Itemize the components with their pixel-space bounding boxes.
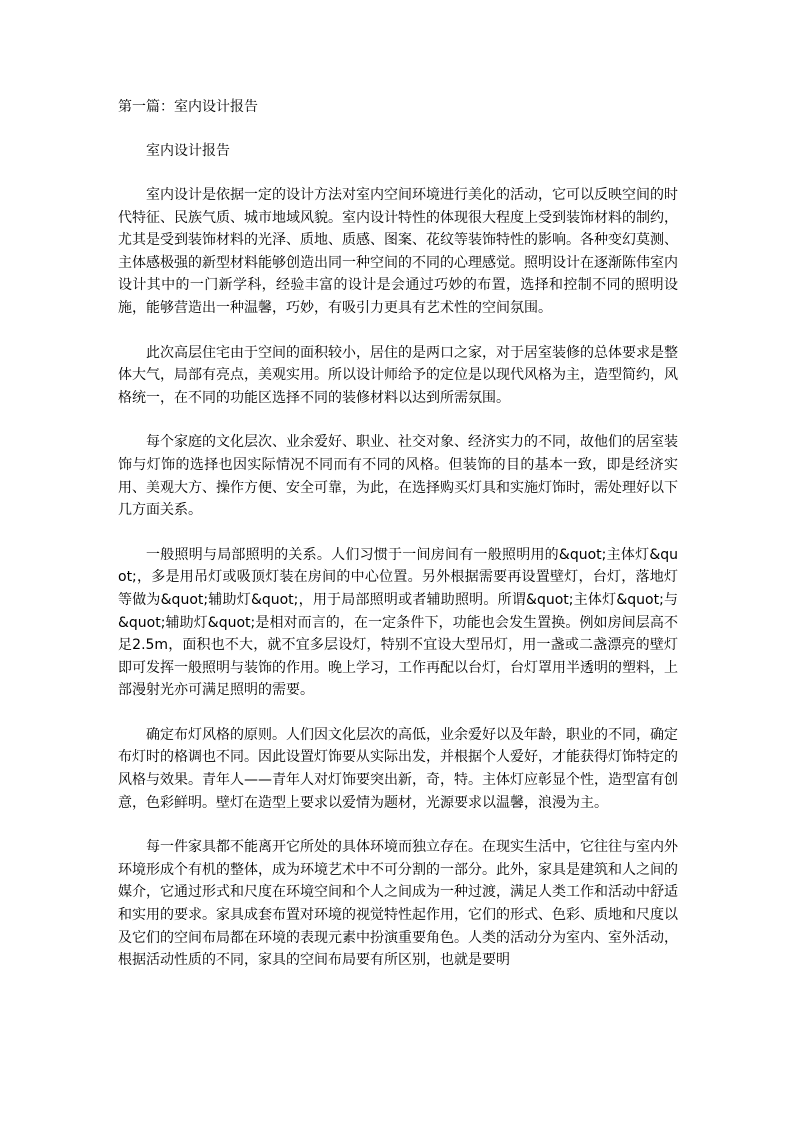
paragraph-project: 此次高层住宅由于空间的面积较小，居住的是两口之家，对于居室装修的总体要求是整体大气，局部有亮点，美观实用。所以设计师给予的定位是以现代风格为主，造型简约，风格统一，在不同的功能区选择不同的装修材料以达到所需氛围。 [118,344,678,406]
paragraph-lighting: 一般照明与局部照明的关系。人们习惯于一间房间有一般照明用的&quot;主体灯&quot;，多是用吊灯或吸顶灯装在房间的中心位置。另外根据需要再设置壁灯，台灯，落地灯等做为&quot;辅助灯&quot;，用于局部照明或者辅助照明。所谓&quot;主体灯&quot;与&quot;辅助灯&quot;是相对而言的，在一定条件下，功能也会发生置换。例如房间层高不足2.5m，面积也不大，就不宜多层设灯，特别不宜设大型吊灯，用一盏或二盏漂亮的壁灯即可发挥一般照明与装饰的作用。晚上学习，工作再配以台灯，台灯罩用半透明的塑料，上部漫射光亦可满足照明的需要。 [118,546,678,699]
document-subtitle: 室内设计报告 [146,143,230,159]
document-title: 第一篇：室内设计报告 [118,99,258,115]
paragraph-furniture: 每一件家具都不能离开它所处的具体环境而独立存在。在现实生活中，它往往与室内外环境形成个有机的整体，成为环境艺术中不可分割的一部分。此外，家具是建筑和人之间的媒介，它通过形式和尺度在环境空间和个人之间成为一种过渡，满足人类工作和活动中舒适和实用的要求。家具成套布置对环境的视觉特性起作用，它们的形式、色彩、质地和尺度以及它们的空间布局都在环境的表现元素中扮演重要角色。人类的活动分为室内、室外活动，根据活动性质的不同，家具的空间布局要有所区别，也就是要明 [118,839,678,969]
document-page [118,96,678,994]
paragraph-intro: 室内设计是依据一定的设计方法对室内空间环境进行美化的活动，它可以反映空间的时代特征、民族气质、城市地域风貌。室内设计特性的体现很大程度上受到装饰材料的制约，尤其是受到装饰材料的光泽、质地、质感、图案、花纹等装饰特性的影响。各种变幻莫测、主体感极强的新型材料能够创造出同一种空间的不同的心理感觉。照明设计在逐渐陈伟室内设计其中的一门新学科，经验丰富的设计是会通过巧妙的布置，选择和控制不同的照明设施，能够营造出一种温馨，巧妙，有吸引力更具有艺术性的空间氛围。 [118,187,678,316]
paragraph-family: 每个家庭的文化层次、业余爱好、职业、社交对象、经济实力的不同，故他们的居室装饰与灯饰的选择也因实际情况不同而有不同的风格。但装饰的目的基本一致，即是经济实用、美观大方、操作方便、安全可靠，为此，在选择购买灯具和实施灯饰时，需处理好以下几方面关系。 [118,434,678,519]
paragraph-style: 确定布灯风格的原则。人们因文化层次的高低，业余爱好以及年龄，职业的不同，确定布灯时的格调也不同。因此设置灯饰要从实际出发，并根据个人爱好，才能获得灯饰特定的风格与效果。青年人——青年人对灯饰要突出新，奇，特。主体灯应彰显个性，造型富有创意，色彩鲜明。壁灯在造型上要求以爱情为题材，光源要求以温馨，浪漫为主。 [118,726,678,811]
